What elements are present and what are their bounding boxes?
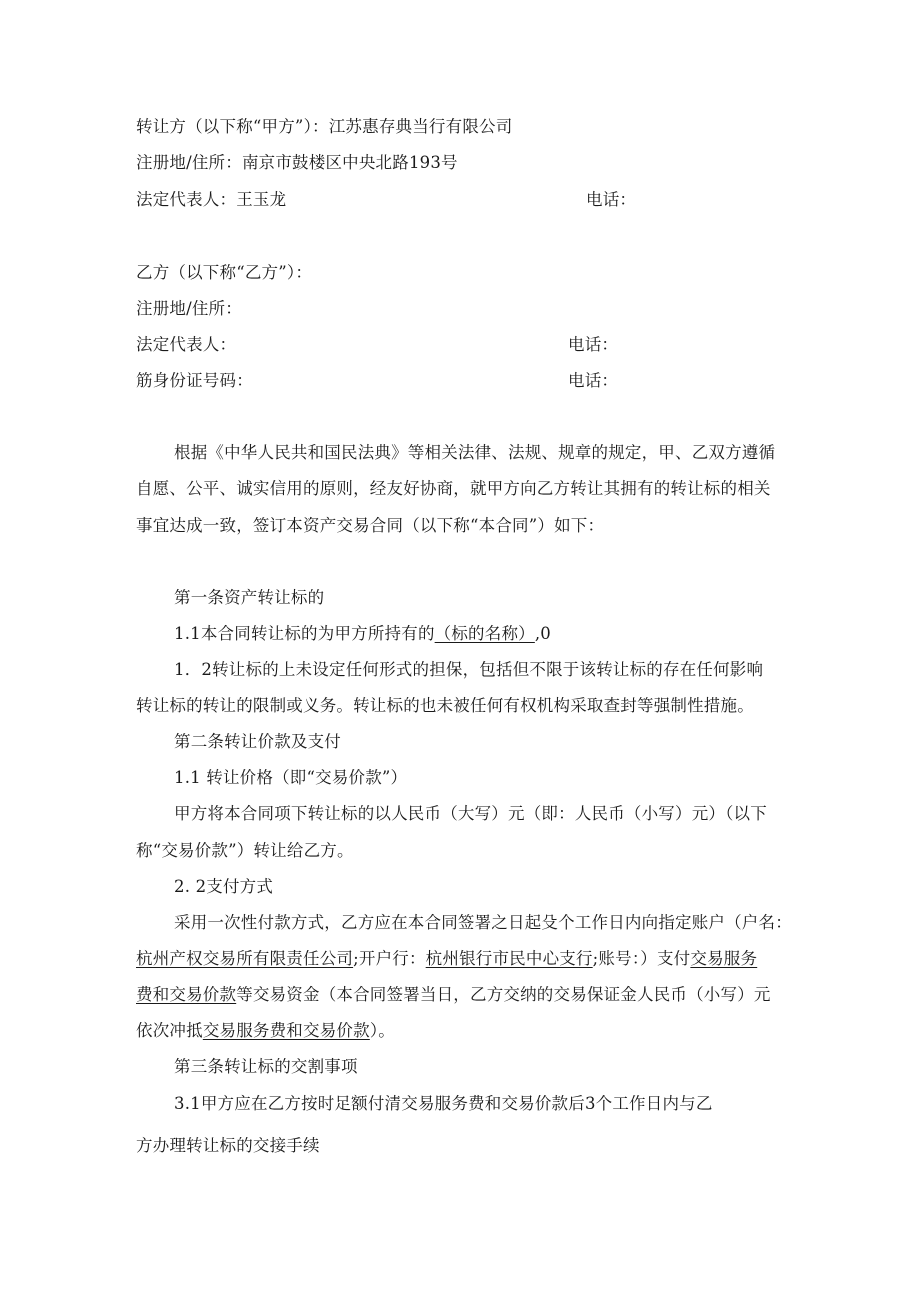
subject-name-blank: （标的名称）	[434, 624, 535, 643]
clause-3-1-line-2: 方办理转让标的交接手续	[136, 1136, 320, 1155]
clause-2-2-line-3-text: 等交易资金（本合同签署当日，乙方交纳的交易保证金人民币（小写）元	[236, 985, 771, 1004]
party-b-address: 注册地/住所：	[136, 299, 242, 318]
bank-label: ;开户行：	[353, 949, 426, 968]
clause-1-1-suffix: ,0	[534, 624, 551, 643]
article-2-heading: 第二条转让价款及支付	[174, 732, 341, 751]
clause-2-1-heading: 1.1 转让价格（即“交易价款”）	[174, 768, 408, 787]
preamble-line-1: 根据《中华人民共和国民法典》等相关法律、法规、规章的规定，甲、乙双方遵循	[174, 443, 776, 462]
clause-3-1-line-1: 3.1甲方应在乙方按时足额付清交易服务费和交易价款后3个工作日内与乙	[174, 1094, 713, 1113]
preamble-line-3: 事宜达成一致，签订本资产交易合同（以下称“本合同”）如下：	[136, 516, 605, 535]
article-3-heading: 第三条转让标的交割事项	[174, 1057, 358, 1076]
clause-2-2-line-4	[136, 1020, 395, 1042]
party-b-representative: 法定代表人：	[136, 335, 237, 354]
party-a-title: 转让方（以下称“甲方”）：江苏惠存典当行有限公司	[136, 117, 513, 136]
clause-2-2-line-4-end: ）。	[369, 1021, 395, 1040]
payment-item-part-2: 费和交易价款	[136, 985, 237, 1004]
payment-item-part-1: 交易服务	[690, 949, 758, 968]
party-b-id-phone: 电话：	[568, 371, 619, 390]
preamble-line-2: 自愿、公平、诚实信用的原则，经友好协商，就甲方向乙方转让其拥有的转让标的相关	[136, 479, 771, 498]
account-number-label: ;账号：）支付	[592, 949, 691, 968]
clause-2-2-heading: 2. 2支付方式	[174, 877, 274, 896]
clause-2-2-line-4-text: 依次冲抵	[136, 1021, 203, 1040]
clause-2-1-line-2: 称“交易价款”）转让给乙方。	[136, 841, 354, 860]
party-b-id-number: 筋身份证号码：	[136, 371, 253, 390]
clause-2-2-line-2	[136, 948, 757, 970]
clause-1-2-line-1: 1．2转让标的上未设定任何形式的担保，包括但不限于该转让标的存在任何影响	[174, 660, 764, 679]
article-1-heading: 第一条资产转让标的	[174, 588, 325, 607]
party-a-address: 注册地/住所：南京市鼓楼区中央北路193号	[136, 153, 458, 172]
party-a-representative: 法定代表人：王玉龙	[136, 190, 287, 209]
bank-name: 杭州银行市民中心支行	[425, 949, 593, 968]
clause-1-2-line-2: 转让标的转让的限制或义务。转让标的也未被任何有权机构采取查封等强制性措施。	[136, 696, 754, 715]
clause-2-1-line-1: 甲方将本合同项下转让标的以人民币（大写）元（即：人民币（小写）元）（以下	[174, 804, 767, 823]
party-b-representative-phone: 电话：	[568, 335, 619, 354]
clause-2-2-line-1: 采用一次性付款方式，乙方应在本合同签署之日起殳个工作日内向指定账户（户名：	[174, 913, 792, 932]
account-name: 杭州产权交易所有限责任公司	[136, 949, 354, 968]
party-b-title: 乙方（以下称“乙方”）：	[136, 263, 313, 282]
clause-1-1	[174, 623, 551, 645]
party-a-phone: 电话：	[586, 190, 637, 209]
clause-2-2-line-3	[136, 984, 771, 1006]
clause-1-1-text: 1.1本合同转让标的为甲方所持有的	[174, 624, 435, 643]
offset-items: 交易服务费和交易价款	[202, 1021, 370, 1040]
